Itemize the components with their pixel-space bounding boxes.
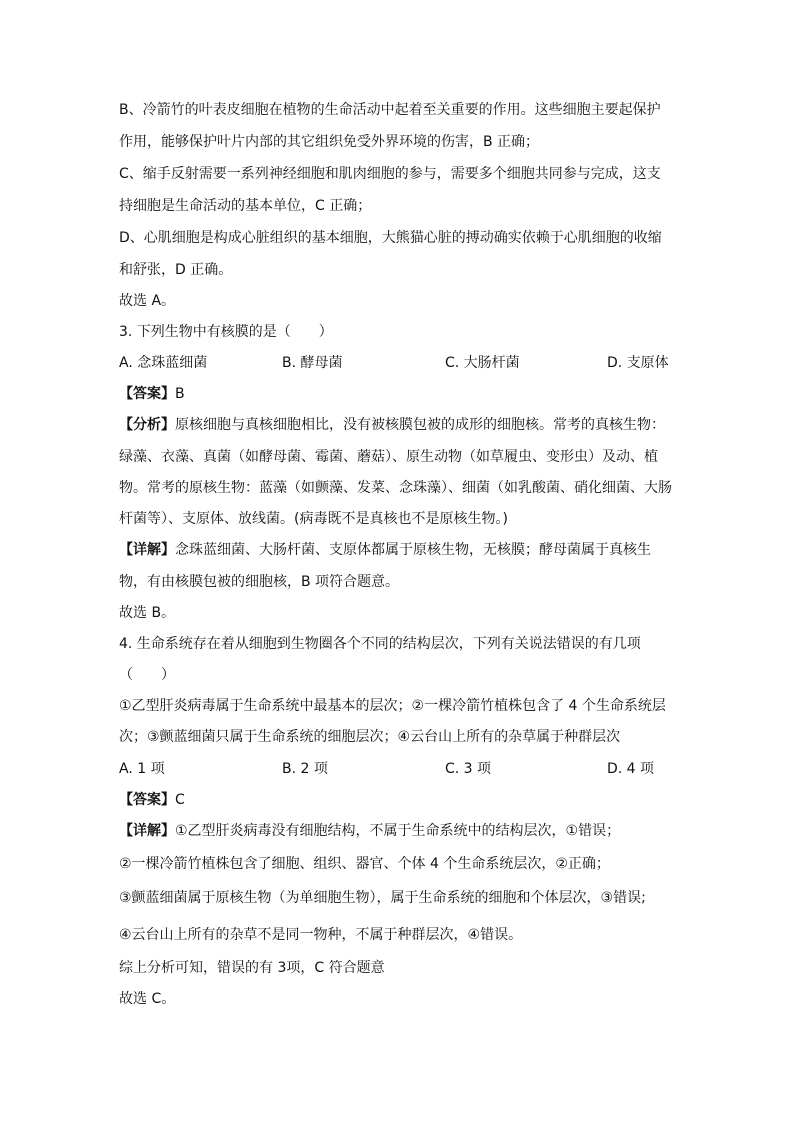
q3-detail-line: 物，有由核膜包被的细胞核，B 项符合题意。 — [119, 574, 400, 590]
detail-text: 念珠蓝细菌、大肠杆菌、支原体都属于原核生物，无核膜；酵母菌属于真核生 — [175, 542, 651, 558]
q3-analysis-line: 绿藻、衣藻、真菌（如酵母菌、霉菌、蘑菇）、原生动物（如草履虫、变形虫）及动、植 — [119, 449, 658, 465]
q4-detail-line: 综上分析可知，错误的有 3项，C 符合题意 — [119, 960, 385, 976]
detail-text: ①乙型肝炎病毒没有细胞结构，不属于生命系统中的结构层次，①错误； — [175, 823, 621, 839]
q4-option-c: C. 3 项 — [445, 761, 492, 777]
q4-detail-line — [119, 822, 620, 840]
q3-answer — [119, 385, 185, 403]
q4-detail-line: ③颤蓝细菌属于原核生物（为单细胞生物），属于生命系统的细胞和个体层次，③错误; — [119, 890, 646, 906]
question-4-stem: （ ） — [119, 667, 175, 683]
answer-value: B — [175, 386, 185, 402]
q3-detail-line: 故选 B。 — [119, 605, 176, 621]
question-4-stem: 4. 生命系统存在着从细胞到生物圈各个不同的结构层次，下列有关说法错误的有几项 — [119, 636, 641, 652]
question-3-stem: 3. 下列生物中有核膜的是（ ） — [119, 324, 333, 340]
text-line: B、冷箭竹的叶表皮细胞在植物的生命活动中起着至关重要的作用。这些细胞主要起保护 — [119, 102, 661, 118]
answer-tag: 【答案】 — [119, 792, 175, 808]
q4-answer — [119, 791, 185, 809]
q3-analysis-line: 杆菌等）、支原体、放线菌。(病毒既不是真核也不是原核生物。) — [119, 511, 508, 527]
text-line: 作用，能够保护叶片内部的其它组织免受外界环境的伤害，B 正确； — [119, 134, 540, 150]
analysis-text: 原核细胞与真核细胞相比，没有被核膜包被的成形的细胞核。常考的真核生物： — [175, 417, 665, 433]
q4-detail-line: ④云台山上所有的杂草不是同一物种，不属于种群层次，④错误。 — [119, 927, 523, 943]
question-4-stem: ①乙型肝炎病毒属于生命系统中最基本的层次；②一棵冷箭竹植株包含了 4 个生命系统层 — [119, 698, 666, 714]
q4-option-a: A. 1 项 — [119, 761, 165, 777]
text-line: 故选 A。 — [119, 293, 176, 309]
q3-option-b: B. 酵母菌 — [282, 355, 343, 371]
q4-option-d: D. 4 项 — [607, 761, 655, 777]
detail-tag: 【详解】 — [119, 823, 175, 839]
q3-analysis-line: 物。常考的原核生物：蓝藻（如颤藻、发菜、念珠藻）、细菌（如乳酸菌、硝化细菌、大肠 — [119, 480, 672, 496]
answer-value: C — [175, 792, 185, 808]
detail-tag: 【详解】 — [119, 542, 175, 558]
answer-tag: 【答案】 — [119, 386, 175, 402]
q3-analysis-line — [119, 416, 665, 434]
q3-option-d: D. 支原体 — [607, 355, 669, 371]
q4-detail-line: 故选 C。 — [119, 991, 176, 1007]
analysis-tag: 【分析】 — [119, 417, 175, 433]
q3-option-a: A. 念珠蓝细菌 — [119, 355, 208, 371]
q4-option-b: B. 2 项 — [282, 761, 328, 777]
text-line: D、心肌细胞是构成心脏组织的基本细胞，大熊猫心脏的搏动确实依赖于心肌细胞的收缩 — [119, 230, 662, 246]
q4-detail-line: ②一棵冷箭竹植株包含了细胞、组织、器官、个体 4 个生命系统层次，②正确； — [119, 856, 610, 872]
q3-option-c: C. 大肠杆菌 — [445, 355, 520, 371]
text-line: 持细胞是生命活动的基本单位，C 正确； — [119, 198, 372, 214]
q3-detail-line — [119, 541, 651, 559]
text-line: C、缩手反射需要一系列神经细胞和肌肉细胞的参与，需要多个细胞共同参与完成，这支 — [119, 166, 661, 182]
question-4-stem: 次；③颤蓝细菌只属于生命系统的细胞层次；④云台山上所有的杂草属于种群层次 — [119, 729, 621, 745]
text-line: 和舒张，D 正确。 — [119, 262, 233, 278]
